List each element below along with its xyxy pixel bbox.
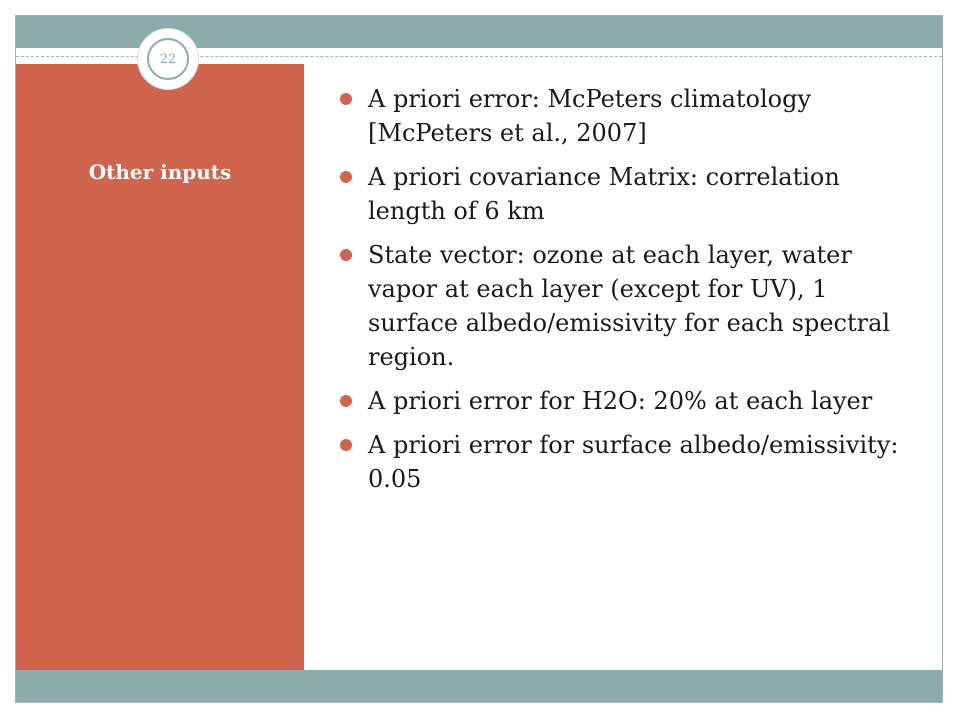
- left-panel: [16, 64, 304, 670]
- bullet-list: [334, 82, 914, 496]
- slide-content: [334, 82, 914, 506]
- bullet-icon: [340, 439, 352, 451]
- bullet-text: A priori error: McPeters climatology [McPeters et al., 2007]: [368, 85, 812, 147]
- bullet-item: [334, 384, 914, 418]
- bullet-text: State vector: ozone at each layer, water vapor at each layer (except for UV), 1 surface albedo/emissivity for each spectral region.: [368, 241, 891, 371]
- bottom-band: [16, 670, 942, 702]
- page-number: 22: [159, 51, 177, 67]
- bullet-icon: [340, 171, 352, 183]
- section-title: Other inputs: [88, 160, 232, 184]
- bullet-icon: [340, 93, 352, 105]
- page-number-ring: [147, 38, 189, 80]
- bullet-item: [334, 160, 914, 228]
- page-number-badge: [137, 28, 199, 90]
- bullet-item: [334, 238, 914, 374]
- bullet-item: [334, 82, 914, 150]
- bullet-text: A priori error for H2O: 20% at each layer: [368, 387, 873, 415]
- bullet-text: A priori covariance Matrix: correlation length of 6 km: [368, 163, 840, 225]
- bullet-icon: [340, 249, 352, 261]
- bullet-icon: [340, 395, 352, 407]
- bullet-item: [334, 428, 914, 496]
- bullet-text: A priori error for surface albedo/emissivity: 0.05: [368, 431, 899, 493]
